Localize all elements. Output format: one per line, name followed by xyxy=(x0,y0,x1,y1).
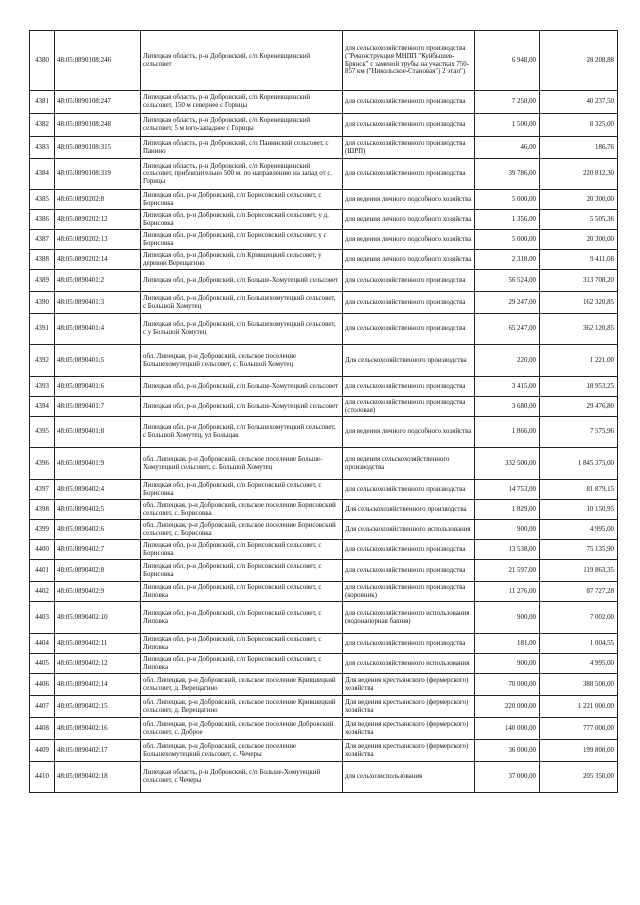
cadastral-number-cell: 48:05:0890402:15 xyxy=(55,696,141,718)
table-row xyxy=(30,314,618,345)
permitted-use-cell: для сельскохозяйственного использования (водонапорная башня) xyxy=(343,602,475,634)
row-number-cell: 4395 xyxy=(30,417,55,448)
permitted-use-cell: Для ведения крестьянского (фермерского) хозяйства xyxy=(343,740,475,762)
permitted-use-cell: для сельскохозяйственного производства xyxy=(343,634,475,654)
row-number-cell: 4383 xyxy=(30,137,55,159)
address-cell: Липецкая обл, р-н Добровский, с/п Борисовский сельсовет, с Липовка xyxy=(141,582,343,602)
cadastral-value-cell: 9 411,08 xyxy=(540,250,618,270)
table-row xyxy=(30,602,618,634)
cadastral-number-cell: 48:05:0890202:12 xyxy=(55,210,141,230)
table-row xyxy=(30,91,618,114)
table-row xyxy=(30,159,618,190)
area-cell: 5 000,00 xyxy=(475,230,540,250)
table-row xyxy=(30,560,618,582)
table-row xyxy=(30,674,618,696)
table-row xyxy=(30,230,618,250)
table-row xyxy=(30,114,618,137)
cadastral-value-cell: 1 221,00 xyxy=(540,345,618,377)
table-row xyxy=(30,190,618,210)
address-cell: Липецкая обл, р-н Добровский, с/п Большехомутецкий сельсовет, с Большой Хомутец xyxy=(141,292,343,314)
row-number-cell: 4394 xyxy=(30,397,55,417)
row-number-cell: 4397 xyxy=(30,480,55,500)
cadastral-value-cell: 388 500,00 xyxy=(540,674,618,696)
cadastral-number-cell: 48:05:0890402:11 xyxy=(55,634,141,654)
table-row xyxy=(30,500,618,520)
area-cell: 5 000,00 xyxy=(475,190,540,210)
row-number-cell: 4385 xyxy=(30,190,55,210)
permitted-use-cell: для сельскохозяйственного производства xyxy=(343,540,475,560)
row-number-cell: 4393 xyxy=(30,377,55,397)
cadastral-number-cell: 48:05:0890402:5 xyxy=(55,500,141,520)
area-cell: 13 538,00 xyxy=(475,540,540,560)
permitted-use-cell: Для ведения крестьянского (фермерского) хозяйства xyxy=(343,696,475,718)
area-cell: 21 597,00 xyxy=(475,560,540,582)
address-cell: Липецкая обл, р-н Добровский, с/п Больше-Хомутецкий сельсовет xyxy=(141,270,343,292)
area-cell: 900,00 xyxy=(475,602,540,634)
permitted-use-cell: для сельскохозяйственного производства xyxy=(343,159,475,190)
row-number-cell: 4381 xyxy=(30,91,55,114)
area-cell: 220 000,00 xyxy=(475,696,540,718)
row-number-cell: 4408 xyxy=(30,718,55,740)
table-row xyxy=(30,210,618,230)
cadastral-value-cell: 199 800,00 xyxy=(540,740,618,762)
cadastral-number-cell: 48:05:0890108:246 xyxy=(55,31,141,91)
table-row xyxy=(30,448,618,480)
cadastral-number-cell: 48:05:0890108:248 xyxy=(55,114,141,137)
cadastral-value-cell: 7 002,00 xyxy=(540,602,618,634)
address-cell: Липецкая обл, р-н Добровский, с/п Борисовский сельсовет, у д. Борисовка xyxy=(141,210,343,230)
area-cell: 70 000,00 xyxy=(475,674,540,696)
row-number-cell: 4388 xyxy=(30,250,55,270)
land-plots-table xyxy=(29,30,618,793)
cadastral-number-cell: 48:05:0890402:17 xyxy=(55,740,141,762)
row-number-cell: 4380 xyxy=(30,31,55,91)
permitted-use-cell: для ведения личного подсобного хозяйства xyxy=(343,417,475,448)
cadastral-value-cell: 40 237,50 xyxy=(540,91,618,114)
address-cell: Липецкая обл, р-н Добровский, с/п Большехомутецкий сельсовет, с Большой Хомутец, ул Больщак xyxy=(141,417,343,448)
cadastral-number-cell: 48:05:0890108:247 xyxy=(55,91,141,114)
area-cell: 11 276,00 xyxy=(475,582,540,602)
table-row xyxy=(30,696,618,718)
permitted-use-cell: Для ведения крестьянского (фермерского) хозяйства xyxy=(343,674,475,696)
address-cell: обл. Липецкая, р-н Добровский, сельское поселение Крившецкий сельсовет, д. Верещагино xyxy=(141,674,343,696)
area-cell: 1 500,00 xyxy=(475,114,540,137)
table-row xyxy=(30,377,618,397)
area-cell: 1 866,00 xyxy=(475,417,540,448)
address-cell: Липецкая обл, р-н Добровский, с/п Борисовский сельсовет, с Борисовка xyxy=(141,540,343,560)
area-cell: 3 680,00 xyxy=(475,397,540,417)
address-cell: Липецкая обл, р-н Добровский, с/п Большехомутецкий сельсовет, с у Большой Хомутец xyxy=(141,314,343,345)
table-row xyxy=(30,270,618,292)
cadastral-value-cell: 81 879,15 xyxy=(540,480,618,500)
table-row xyxy=(30,762,618,793)
cadastral-value-cell: 777 000,00 xyxy=(540,718,618,740)
row-number-cell: 4396 xyxy=(30,448,55,480)
permitted-use-cell: для сельхозиспользования xyxy=(343,762,475,793)
cadastral-number-cell: 48:05:0890402:14 xyxy=(55,674,141,696)
area-cell: 181,00 xyxy=(475,634,540,654)
row-number-cell: 4410 xyxy=(30,762,55,793)
address-cell: Липецкая обл, р-н Добровский, с/п Борисовский сельсовет, с Липовка xyxy=(141,602,343,634)
table-row xyxy=(30,718,618,740)
permitted-use-cell: для сельскохозяйственного производства xyxy=(343,314,475,345)
address-cell: Липецкая обл, р-н Добровский, с/п Борисовский сельсовет, у с Борисовка xyxy=(141,230,343,250)
area-cell: 14 753,00 xyxy=(475,480,540,500)
table-row xyxy=(30,582,618,602)
cadastral-number-cell: 48:05:0890108:319 xyxy=(55,159,141,190)
cadastral-value-cell: 10 150,95 xyxy=(540,500,618,520)
area-cell: 6 948,00 xyxy=(475,31,540,91)
permitted-use-cell: Для сельскохозяйственного использования xyxy=(343,520,475,540)
cadastral-value-cell: 162 320,85 xyxy=(540,292,618,314)
permitted-use-cell: для сельскохозяйственного производства (столовая) xyxy=(343,397,475,417)
permitted-use-cell: Для сельскохозяйственного производства xyxy=(343,500,475,520)
address-cell: Липецкая область, р-н Добровский, с/п Кореневщинский сельсовет, 150 м севернее с Горицы xyxy=(141,91,343,114)
cadastral-number-cell: 48:05:0890401:2 xyxy=(55,270,141,292)
address-cell: обл. Липецкая, р-н Добровский, сельское поселение Борисовский сельсовет, с. Борисовка xyxy=(141,500,343,520)
row-number-cell: 4390 xyxy=(30,292,55,314)
permitted-use-cell: для ведения личного подсобного хозяйства xyxy=(343,250,475,270)
cadastral-value-cell: 20 300,00 xyxy=(540,230,618,250)
cadastral-value-cell: 1 845 375,00 xyxy=(540,448,618,480)
cadastral-number-cell: 48:05:0890401:5 xyxy=(55,345,141,377)
address-cell: обл. Липецкая, р-н Добровский, сельское поселение Больше-Хомутецкий сельсовет, с. Большой Хомутец xyxy=(141,448,343,480)
cadastral-value-cell: 4 995,00 xyxy=(540,654,618,674)
cadastral-number-cell: 48:05:0890402:16 xyxy=(55,718,141,740)
permitted-use-cell: для сельскохозяйственного производства ("Реконструкция МНПП "Куйбышев-Брянск" с заменой трубы на участках 750-857 км ("Никольское-Становая") 2 этап") xyxy=(343,31,475,91)
row-number-cell: 4403 xyxy=(30,602,55,634)
cadastral-number-cell: 48:05:0890401:3 xyxy=(55,292,141,314)
permitted-use-cell: для сельскохозяйственного производства xyxy=(343,292,475,314)
row-number-cell: 4399 xyxy=(30,520,55,540)
row-number-cell: 4387 xyxy=(30,230,55,250)
permitted-use-cell: для ведения личного подсобного хозяйства xyxy=(343,210,475,230)
cadastral-value-cell: 75 135,90 xyxy=(540,540,618,560)
permitted-use-cell: для сельскохозяйственного производства xyxy=(343,270,475,292)
cadastral-value-cell: 29 476,80 xyxy=(540,397,618,417)
address-cell: Липецкая обл, р-н Добровский, с/п Борисовский сельсовет, с Липовка xyxy=(141,654,343,674)
table-row xyxy=(30,740,618,762)
row-number-cell: 4392 xyxy=(30,345,55,377)
area-cell: 332 500,00 xyxy=(475,448,540,480)
row-number-cell: 4409 xyxy=(30,740,55,762)
table-row xyxy=(30,137,618,159)
area-cell: 220,00 xyxy=(475,345,540,377)
permitted-use-cell: Для ведения крестьянского (фермерского) хозяйства xyxy=(343,718,475,740)
row-number-cell: 4384 xyxy=(30,159,55,190)
cadastral-number-cell: 48:05:0890402:9 xyxy=(55,582,141,602)
row-number-cell: 4382 xyxy=(30,114,55,137)
cadastral-value-cell: 220 812,30 xyxy=(540,159,618,190)
table-row xyxy=(30,292,618,314)
row-number-cell: 4406 xyxy=(30,674,55,696)
area-cell: 140 000,00 xyxy=(475,718,540,740)
cadastral-number-cell: 48:05:0890402:12 xyxy=(55,654,141,674)
address-cell: Липецкая область, р-н Добровский, с/п Кореневщинский сельсовет, 5 м юго-западнее с Горицы xyxy=(141,114,343,137)
address-cell: Липецкая обл, р-н Добровский, с/п Борисовский сельсовет, с Борисовка xyxy=(141,480,343,500)
address-cell: обл. Липецкая, р-н Добровский, сельское поселение Борисовский сельсовет, с. Борисовка xyxy=(141,520,343,540)
address-cell: Липецкая область, р-н Добровский, с/п Кореневщинский сельсовет xyxy=(141,31,343,91)
cadastral-value-cell: 4 995,00 xyxy=(540,520,618,540)
address-cell: Липецкая обл, р-н Добровский, с/п Крившецкий сельсовет, у деревни Верещагино xyxy=(141,250,343,270)
table-row xyxy=(30,480,618,500)
permitted-use-cell: для ведения сельскохозяйственного производства xyxy=(343,448,475,480)
row-number-cell: 4407 xyxy=(30,696,55,718)
area-cell: 37 000,00 xyxy=(475,762,540,793)
row-number-cell: 4391 xyxy=(30,314,55,345)
row-number-cell: 4386 xyxy=(30,210,55,230)
area-cell: 29 247,00 xyxy=(475,292,540,314)
area-cell: 36 000,00 xyxy=(475,740,540,762)
address-cell: Липецкая обл, р-н Добровский, с/п Борисовский сельсовет, с Липовка xyxy=(141,634,343,654)
area-cell: 3 415,00 xyxy=(475,377,540,397)
cadastral-number-cell: 48:05:0890108:315 xyxy=(55,137,141,159)
area-cell: 65 247,00 xyxy=(475,314,540,345)
address-cell: Липецкая обл, р-н Добровский, с/п Борисовский сельсовет, с Борисовка xyxy=(141,190,343,210)
cadastral-number-cell: 48:05:0890402:18 xyxy=(55,762,141,793)
cadastral-value-cell: 28 208,88 xyxy=(540,31,618,91)
table-row xyxy=(30,31,618,91)
permitted-use-cell: для сельскохозяйственного производства (ШРП) xyxy=(343,137,475,159)
cadastral-value-cell: 362 120,85 xyxy=(540,314,618,345)
cadastral-value-cell: 1 004,55 xyxy=(540,634,618,654)
area-cell: 7 250,00 xyxy=(475,91,540,114)
address-cell: обл. Липецкая, р-н Добровский, сельское поселение Большехомутецкий сельсовет, с. Чечеры xyxy=(141,740,343,762)
permitted-use-cell: для ведения личного подсобного хозяйства xyxy=(343,230,475,250)
address-cell: Липецкая область, р-н Добровский, с/п Панинский сельсовет, с Панино xyxy=(141,137,343,159)
cadastral-value-cell: 5 505,36 xyxy=(540,210,618,230)
cadastral-number-cell: 48:05:0890402:8 xyxy=(55,560,141,582)
cadastral-value-cell: 205 350,00 xyxy=(540,762,618,793)
permitted-use-cell: для сельскохозяйственного производства xyxy=(343,480,475,500)
cadastral-value-cell: 186,76 xyxy=(540,137,618,159)
table-row xyxy=(30,250,618,270)
row-number-cell: 4401 xyxy=(30,560,55,582)
cadastral-value-cell: 313 708,20 xyxy=(540,270,618,292)
permitted-use-cell: для сельскохозяйственного использования xyxy=(343,654,475,674)
cadastral-value-cell: 87 727,28 xyxy=(540,582,618,602)
cadastral-number-cell: 48:05:0890402:10 xyxy=(55,602,141,634)
permitted-use-cell: для сельскохозяйственного производства xyxy=(343,91,475,114)
row-number-cell: 4400 xyxy=(30,540,55,560)
address-cell: Липецкая область, р-н Добровский, с/п Кореневщинский сельсовет, приблизительно 500 м. по направлению на запад от с. Горицы xyxy=(141,159,343,190)
table-row xyxy=(30,417,618,448)
address-cell: обл. Липецкая, р-н Добровский, сельское поселение Большехомутецкий сельсовет, с. Большой Хомутец xyxy=(141,345,343,377)
cadastral-number-cell: 48:05:0890401:8 xyxy=(55,417,141,448)
table-row xyxy=(30,634,618,654)
cadastral-number-cell: 48:05:0890402:6 xyxy=(55,520,141,540)
cadastral-value-cell: 119 863,35 xyxy=(540,560,618,582)
row-number-cell: 4405 xyxy=(30,654,55,674)
table-row xyxy=(30,397,618,417)
cadastral-number-cell: 48:05:0890202:8 xyxy=(55,190,141,210)
address-cell: обл. Липецкая, р-н Добровский, сельское поселение Добровский сельсовет, с. Доброе xyxy=(141,718,343,740)
cadastral-value-cell: 1 221 000,00 xyxy=(540,696,618,718)
cadastral-value-cell: 20 300,00 xyxy=(540,190,618,210)
area-cell: 56 524,00 xyxy=(475,270,540,292)
cadastral-number-cell: 48:05:0890401:9 xyxy=(55,448,141,480)
table-row xyxy=(30,540,618,560)
area-cell: 46,00 xyxy=(475,137,540,159)
area-cell: 1 829,00 xyxy=(475,500,540,520)
address-cell: Липецкая обл, р-н Добровский, с/п Борисовский сельсовет, с Борисовка xyxy=(141,560,343,582)
area-cell: 2 318,00 xyxy=(475,250,540,270)
cadastral-value-cell: 7 575,96 xyxy=(540,417,618,448)
address-cell: обл. Липецкая, р-н Добровский, сельское поселение Крившецкий сельсовет, д. Верещагино xyxy=(141,696,343,718)
table-row xyxy=(30,345,618,377)
area-cell: 900,00 xyxy=(475,520,540,540)
document-sheet xyxy=(29,30,617,793)
cadastral-number-cell: 48:05:0890401:4 xyxy=(55,314,141,345)
area-cell: 900,00 xyxy=(475,654,540,674)
cadastral-number-cell: 48:05:0890202:14 xyxy=(55,250,141,270)
table-body xyxy=(30,31,618,793)
table-row xyxy=(30,520,618,540)
cadastral-value-cell: 18 953,25 xyxy=(540,377,618,397)
cadastral-number-cell: 48:05:0890401:7 xyxy=(55,397,141,417)
row-number-cell: 4398 xyxy=(30,500,55,520)
table-row xyxy=(30,654,618,674)
address-cell: Липецкая область, р-н Добровский, с/п Больше-Хомутецкий сельсовет, с Чечеры xyxy=(141,762,343,793)
permitted-use-cell: для сельскохозяйственного производства xyxy=(343,114,475,137)
permitted-use-cell: для сельскохозяйственного производства (коровник) xyxy=(343,582,475,602)
permitted-use-cell: Для сельскохозяйственного производства xyxy=(343,345,475,377)
permitted-use-cell: для сельскохозяйственного производства xyxy=(343,560,475,582)
address-cell: Липецкая обл, р-н Добровский, с/п Больше-Хомутецкий сельсовет xyxy=(141,377,343,397)
row-number-cell: 4389 xyxy=(30,270,55,292)
permitted-use-cell: для сельскохозяйственного производства xyxy=(343,377,475,397)
cadastral-value-cell: 8 325,00 xyxy=(540,114,618,137)
permitted-use-cell: для ведения личного подсобного хозяйства xyxy=(343,190,475,210)
row-number-cell: 4404 xyxy=(30,634,55,654)
cadastral-number-cell: 48:05:0890402:7 xyxy=(55,540,141,560)
row-number-cell: 4402 xyxy=(30,582,55,602)
area-cell: 1 356,00 xyxy=(475,210,540,230)
cadastral-number-cell: 48:05:0890401:6 xyxy=(55,377,141,397)
area-cell: 39 786,00 xyxy=(475,159,540,190)
address-cell: Липецкая обл, р-н Добровский, с/п Больше-Хомутецкий сельсовет xyxy=(141,397,343,417)
cadastral-number-cell: 48:05:0890202:13 xyxy=(55,230,141,250)
cadastral-number-cell: 48:05:0890402:4 xyxy=(55,480,141,500)
